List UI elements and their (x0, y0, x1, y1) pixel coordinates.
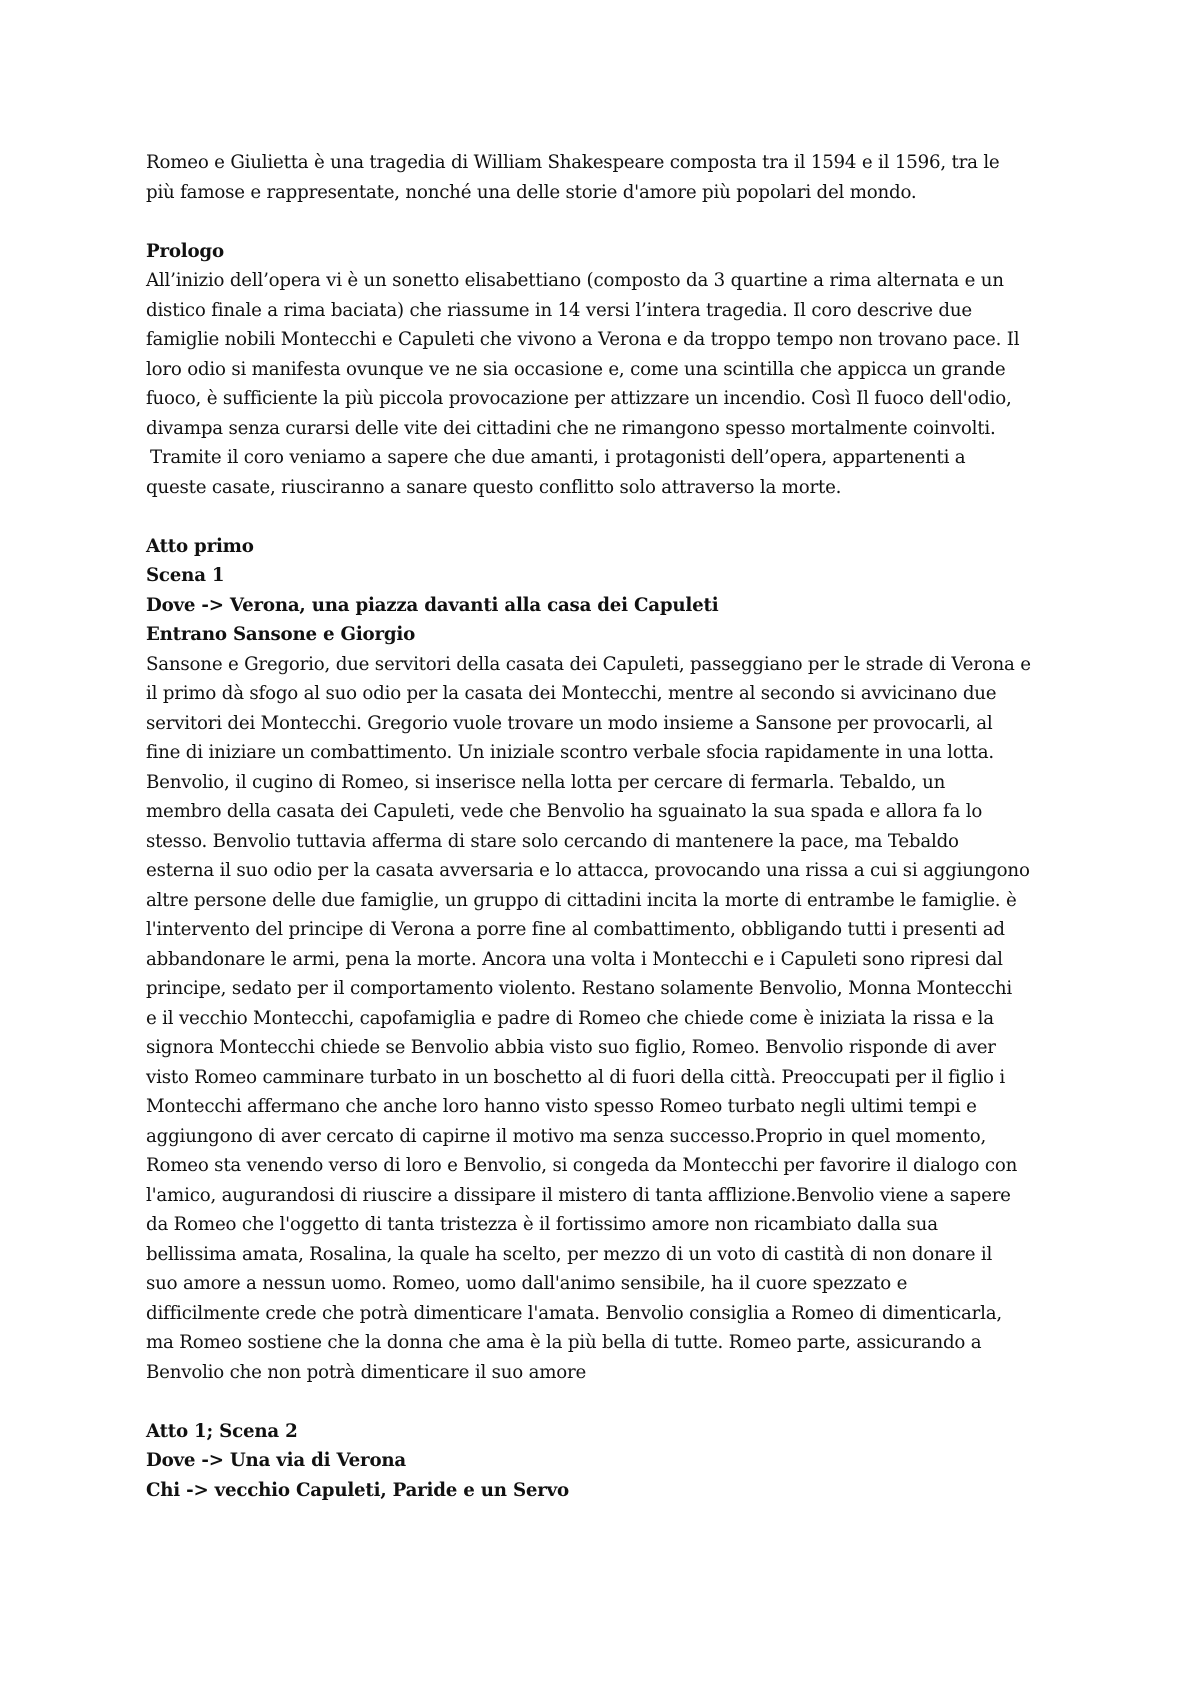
prologo-line: loro odio si manifesta ovunque ve ne sia occasione e, come una scintilla che appicca un grande (146, 358, 1006, 380)
atto-primo-section (146, 532, 1086, 1388)
atto-primo-line: aggiungono di aver cercato di capirne il motivo ma senza successo.Proprio in quel momento, (146, 1125, 987, 1147)
atto-primo-line: Sansone e Gregorio, due servitori della casata dei Capuleti, passeggiano per le strade di Verona e (146, 653, 1031, 675)
prologo-line: Tramite il coro veniamo a sapere che due amanti, i protagonisti dell’opera, appartenenti a (150, 447, 966, 468)
paragraph-spacer (146, 207, 1086, 237)
scena-2-heading: Atto 1; Scena 2 (146, 1420, 298, 1442)
atto-primo-line: signora Montecchi chiede se Benvolio abbia visto suo figlio, Romeo. Benvolio risponde di aver (146, 1037, 996, 1058)
prologo-line: All’inizio dell’opera vi è un sonetto elisabettiano (composto da 3 quartine a rima alternata e un (146, 270, 1004, 291)
atto-primo-line: membro della casata dei Capuleti, vede che Benvolio ha sguainato la sua spada e allora fa lo (146, 801, 983, 822)
atto-primo-line: da Romeo che l'oggetto di tanta tristezza è il fortissimo amore non ricambiato dalla sua (146, 1214, 938, 1235)
prologo-line: distico finale a rima baciata) che riassume in 14 versi l’intera tragedia. Il coro descrive due (146, 299, 972, 321)
atto-primo-line: visto Romeo camminare turbato in un boschetto al di fuori della città. Preoccupati per il figlio i (146, 1066, 1005, 1088)
prologo-line: famiglie nobili Montecchi e Capuleti che vivono a Verona e da troppo tempo non trovano pace. Il (146, 329, 1020, 350)
atto-primo-line: Romeo sta venendo verso di loro e Benvolio, si congeda da Montecchi per favorire il dialogo con (146, 1155, 1018, 1176)
atto-primo-line: principe, sedato per il comportamento violento. Restano solamente Benvolio, Monna Montecchi (146, 978, 1012, 999)
atto-primo-line: fine di iniziare un combattimento. Un iniziale scontro verbale sfocia rapidamente in una lotta. (146, 742, 994, 763)
atto-primo-line: altre persone delle due famiglie, un gruppo di cittadini incita la morte di entrambe le famiglie. è (146, 889, 1017, 911)
atto-primo-line: difficilmente crede che potrà dimenticare l'amata. Benvolio consiglia a Romeo di dimenticarla, (146, 1302, 1002, 1324)
atto-primo-line: l'intervento del principe di Verona a porre fine al combattimento, obbligando tutti i presenti ad (146, 919, 1005, 940)
prologo-heading: Prologo (146, 240, 224, 262)
atto-primo-line: l'amico, augurandosi di riuscire a dissipare il mistero di tanta afflizione.Benvolio viene a sapere (146, 1184, 1011, 1206)
atto-primo-line: abbandonare le armi, pena la morte. Ancora una volta i Montecchi e i Capuleti sono ripresi dal (146, 948, 1003, 970)
scena-heading: Scena 1 (146, 565, 225, 586)
atto-primo-line: e il vecchio Montecchi, capofamiglia e padre di Romeo che chiede come è iniziata la rissa e la (146, 1007, 994, 1029)
atto-primo-line: bellissima amata, Rosalina, la quale ha scelto, per mezzo di un voto di castità di non donare il (146, 1243, 993, 1265)
atto-primo-line: Benvolio, il cugino di Romeo, si inserisce nella lotta per cercare di fermarla. Tebaldo, un (146, 771, 946, 793)
intro-line: più famose e rappresentate, nonché una delle storie d'amore più popolari del mondo. (146, 181, 917, 203)
paragraph-spacer (146, 502, 1086, 532)
dove-heading: Dove -> Una via di Verona (146, 1450, 406, 1471)
atto-primo-line: il primo dà sfogo al suo odio per la casata dei Montecchi, mentre al secondo si avvicinano due (146, 683, 997, 704)
atto-primo-line: servitori dei Montecchi. Gregorio vuole trovare un modo insieme a Sansone per provocarli, al (146, 712, 993, 734)
intro-line: Romeo e Giulietta è una tragedia di William Shakespeare composta tra il 1594 e il 1596, tra le (146, 152, 1000, 173)
dove-heading: Dove -> Verona, una piazza davanti alla casa dei Capuleti (146, 594, 719, 616)
document-body (146, 148, 1086, 1505)
atto-primo-line: esterna il suo odio per la casata avversaria e lo attacca, provocando una rissa a cui si aggiungono (146, 860, 1030, 881)
prologo-line: divampa senza curarsi delle vite dei cittadini che ne rimangono spesso mortalmente coinvolti. (146, 417, 996, 439)
atto-primo-line: Benvolio che non potrà dimenticare il suo amore (146, 1361, 587, 1383)
intro-paragraph (146, 148, 1086, 207)
chi-heading: Chi -> vecchio Capuleti, Paride e un Servo (146, 1479, 569, 1501)
atto-primo-heading: Atto primo (146, 535, 254, 557)
prologo-section (146, 237, 1086, 503)
prologo-line: queste casate, riusciranno a sanare questo conflitto solo attraverso la morte. (146, 476, 842, 498)
prologo-line: fuoco, è sufficiente la più piccola provocazione per attizzare un incendio. Così Il fuoco dell'odio, (146, 388, 1012, 409)
atto-primo-line: Montecchi affermano che anche loro hanno visto spesso Romeo turbato negli ultimi tempi e (146, 1096, 977, 1117)
paragraph-spacer (146, 1387, 1086, 1417)
scena-2-section (146, 1417, 1086, 1506)
atto-primo-line: suo amore a nessun uomo. Romeo, uomo dall'animo sensibile, ha il cuore spezzato e (146, 1273, 908, 1294)
atto-primo-line: ma Romeo sostiene che la donna che ama è la più bella di tutte. Romeo parte, assicurando a (146, 1332, 982, 1353)
entrano-heading: Entrano Sansone e Giorgio (146, 624, 415, 645)
atto-primo-line: stesso. Benvolio tuttavia afferma di stare solo cercando di mantenere la pace, ma Tebaldo (146, 830, 959, 852)
